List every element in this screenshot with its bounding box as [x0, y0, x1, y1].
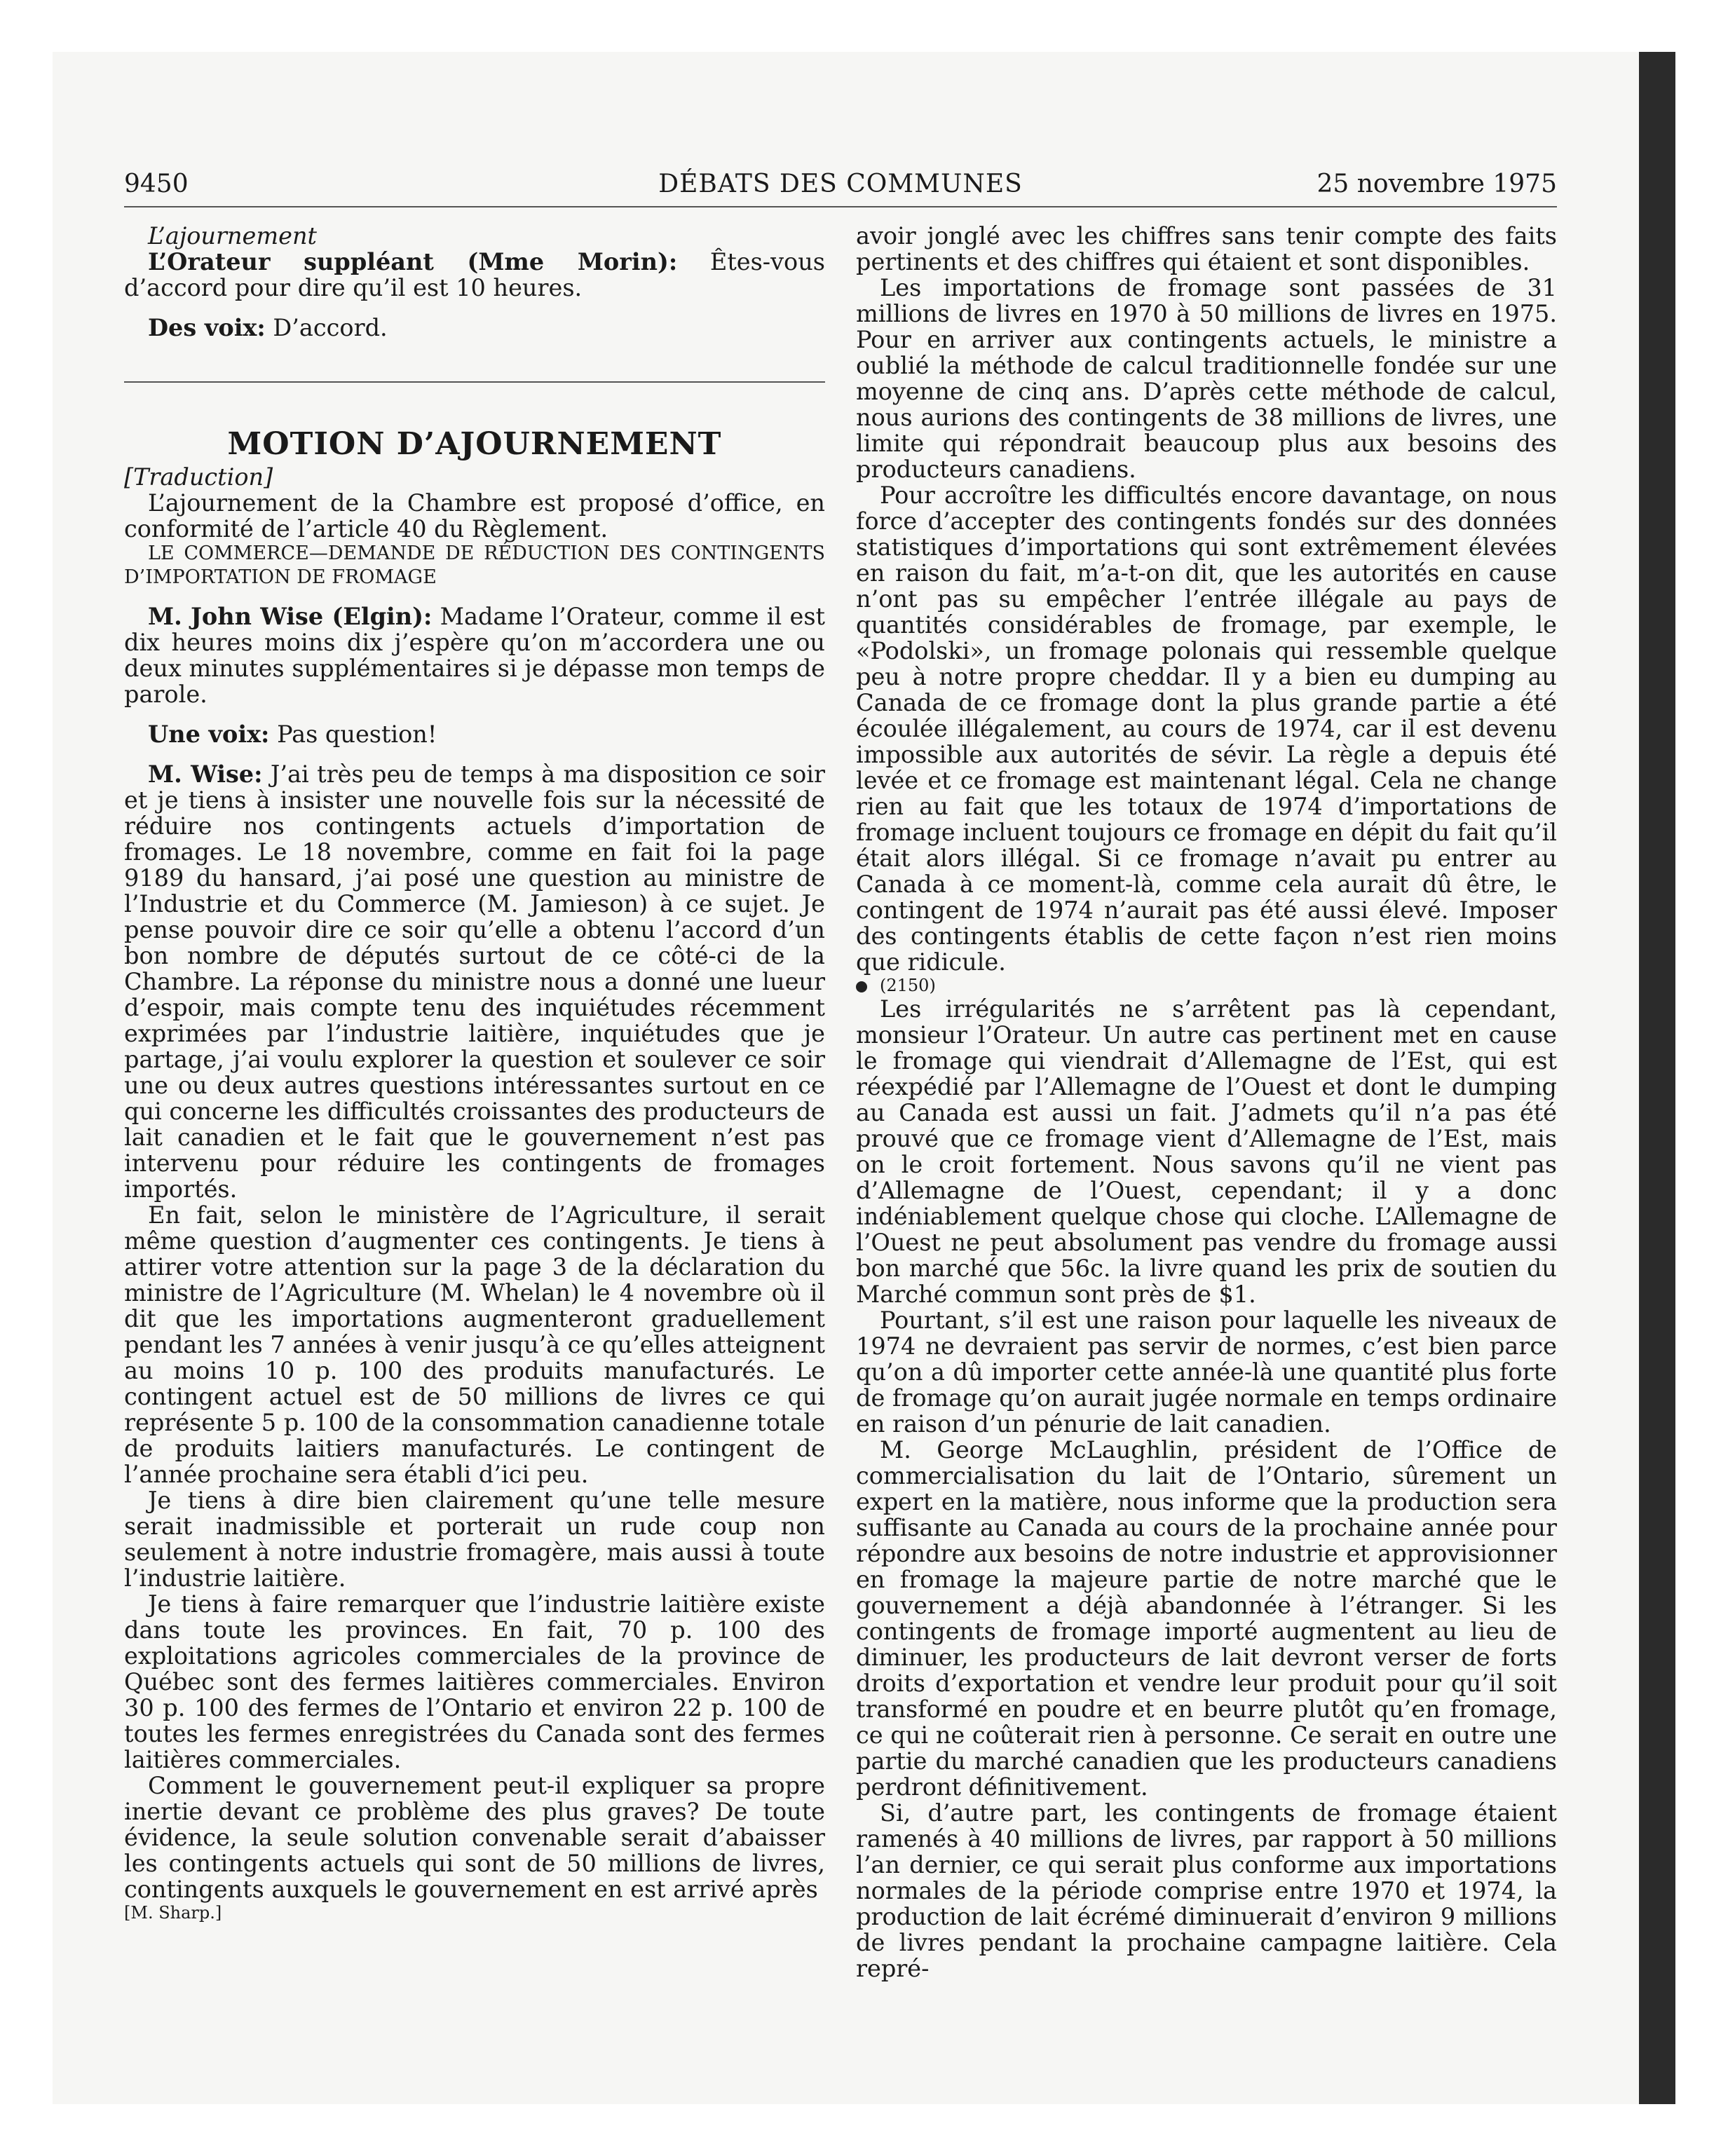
paragraph: Les importations de fromage sont passées de 31 millions de livres en 1970 à 50 millions de livres en 1975. Pour en arriver aux contingents actuels, le ministre a oublié la méthode de calcul traditionnelle fondée sur une moyenne de cinq ans. D’après cette méthode de calcul, nous aurions des contingents de 38 millions de livres, une limite qui répondrait beaucoup plus aux besoins des producteurs canadiens.: [856, 274, 1557, 483]
speaker: M. Wise:: [148, 760, 263, 788]
paragraph: Si, d’autre part, les contingents de fromage étaient ramenés à 40 millions de livres, par rapport à 50 millions l’an dernier, ce qui serait plus conforme aux importations normales de la période comprise entre 1970 et 1974, la production de lait écrémé diminuerait d’environ 9 millions de livres pendant la prochaine campagne laitière. Cela repré-: [856, 1799, 1557, 1982]
page-date: 25 novembre 1975: [1316, 170, 1557, 198]
paragraph: Pour accroître les difficultés encore davantage, on nous force d’accepter des contingents fondés sur des données statistiques d’importations qui sont extrêmement élevées en raison du fait, m’a-t-on dit, que les autorités en cause n’ont pas su empêcher l’entrée illégale au pays de quantités considérables de fromage, par exemple, le «Podolski», un fromage polonais qui ressemble quelque peu à notre propre cheddar. Il y a bien eu dumping au Canada de ce fromage dont la plus grande partie a été écoulée illégalement, au cours de 1974, car il est devenu impossible aux autorités de sévir. La règle a depuis été levée et ce fromage est maintenant légal. Cela ne change rien au fait que les totaux de 1974 d’importations de fromage incluent toujours ce fromage en dépit du fait qu’il était alors illégal. Si ce fromage n’avait pu entrer au Canada à ce moment-là, comme cela aurait dû être, le contingent de 1974 n’aurait pas été aussi élevé. Imposer des contingents établis de cette façon n’est rien moins que ridicule.: [856, 482, 1557, 976]
speaker: Une voix:: [148, 721, 270, 748]
paragraph: Je tiens à dire bien clairement qu’une telle mesure serait inadmissible et porterait un rude coup non seulement à notre industrie fromagère, mais aussi à toute l’industrie laitière.: [124, 1487, 825, 1592]
page-header: [124, 165, 1557, 207]
paragraph: M. George McLaughlin, président de l’Office de commercialisation du lait de l’Ontario, sûrement un expert en la matière, nous informe que la production sera suffisante au Canada au cours de la prochaine année pour répondre aux besoins de notre industrie et approvisionner en fromage la majeure partie de notre marché que le gouvernement a déjà abandonnée à l’étranger. Si les contingents de fromage importé augmentent au lieu de diminuer, les producteurs de lait devront verser de forts droits d’exportation et vendre leur produit pour qu’il soit transformé en poudre et en beurre plutôt qu’en fromage, ce qui ne coûterait rien à personne. Ce serait en outre une partie du marché canadien que les producteurs canadiens perdront définitivement.: [856, 1436, 1557, 1801]
left-column: [124, 223, 825, 1923]
speech-text: Pas question!: [277, 721, 437, 748]
paragraph: En fait, selon le ministère de l’Agriculture, il serait même question d’augmenter ces contingents. Je tiens à attirer votre attention sur la page 3 de la déclaration du ministre de l’Agriculture (M. Whelan) le 4 novembre où il dit que les importations augmenteront graduellement pendant les 7 années à venir jusqu’à ce qu’elles atteignent au moins 10 p. 100 des produits manufacturés. Le contingent actuel est de 50 millions de livres ce qui représente 5 p. 100 de la consommation canadienne totale de produits laitiers manufacturés. Le contingent de l’année prochaine sera établi d’ici peu.: [124, 1201, 825, 1488]
speech-text: Êtes-vous d’accord pour dire qu’il est 10 heures.: [124, 248, 825, 301]
translation-note: [Traduction]: [124, 463, 273, 491]
right-column: [856, 223, 1557, 1981]
footnote: [M. Sharp.]: [124, 1903, 222, 1923]
section-label: L’ajournement: [148, 222, 318, 250]
paragraph: [124, 315, 825, 341]
page-number: 9450: [124, 170, 189, 198]
publication-title: DÉBATS DES COMMUNES: [658, 170, 1023, 198]
time-marker-text: (2150): [880, 976, 936, 995]
speaker: L’Orateur suppléant (Mme Morin):: [148, 248, 678, 275]
paragraph: [124, 603, 825, 707]
paragraph: Je tiens à faire remarquer que l’industrie laitière existe dans toute les provinces. En fait, 70 p. 100 des exploitations agricoles commerciales de la province de Québec sont des fermes laitières commerciales. Environ 30 p. 100 des fermes de l’Ontario et environ 22 p. 100 de toutes les fermes enregistrées du Canada sont des fermes laitières commerciales.: [124, 1590, 825, 1773]
time-marker: [856, 975, 1557, 996]
paragraph: Les irrégularités ne s’arrêtent pas là cependant, monsieur l’Orateur. Un autre cas pertinent met en cause le fromage qui viendrait d’Allemagne de l’Est, qui est réexpédié par l’Allemagne de l’Ouest et dont le dumping au Canada est aussi un fait. J’admets qu’il n’a pas été prouvé que ce fromage vient d’Allemagne de l’Est, mais on le croit fortement. Nous savons qu’il ne vient pas d’Allemagne de l’Ouest, cependant; il y a donc indéniablement quelque chose qui cloche. L’Allemagne de l’Ouest ne peut absolument pas vendre du fromage aussi bon marché que 56c. la livre quand les prix de soutien du Marché commun sont près de $1.: [856, 995, 1557, 1308]
paragraph: L’ajournement de la Chambre est proposé d’office, en conformité de l’article 40 du Règlement.: [124, 489, 825, 543]
binding-edge: [1639, 52, 1675, 2104]
motion-title: MOTION D’AJOURNEMENT: [227, 426, 722, 462]
speaker: M. John Wise (Elgin):: [148, 603, 433, 630]
subject-heading: LE COMMERCE—DEMANDE DE RÉDUCTION DES CONTINGENTS D’IMPORTATION DE FROMAGE: [124, 543, 825, 588]
bullet-icon: [856, 981, 867, 992]
paragraph: [124, 721, 825, 747]
paragraph: Comment le gouvernement peut-il expliquer sa propre inertie devant ce problème des plus graves? De toute évidence, la seule solution convenable serait d’abaisser les contingents actuels qui sont de 50 millions de livres, contingents auxquels le gouvernement en est arrivé après: [124, 1772, 825, 1903]
speech-text: D’accord.: [273, 314, 388, 341]
speech-text: Madame l’Orateur, comme il est dix heures moins dix j’espère qu’on m’accordera une ou deux minutes supplémentaires si je dépasse mon temps de parole.: [124, 603, 825, 708]
section-divider: [124, 381, 825, 383]
paragraph: Pourtant, s’il est une raison pour laquelle les niveaux de 1974 ne devraient pas servir de normes, c’est bien parce qu’on a dû importer cette année-là une quantité plus forte de fromage qu’on aurait jugée normale en temps ordinaire en raison d’un pénurie de lait canadien.: [856, 1306, 1557, 1438]
paragraph: [124, 249, 825, 301]
speaker: Des voix:: [148, 314, 266, 341]
paragraph: avoir jonglé avec les chiffres sans tenir compte des faits pertinents et des chiffres qui étaient et sont disponibles.: [856, 222, 1557, 275]
speech-text: J’ai très peu de temps à ma disposition ce soir et je tiens à insister une nouvelle fois sur la nécessité de réduire nos contingents actuels d’importation de fromages. Le 18 novembre, comme en fait foi la page 9189 du hansard, j’ai posé une question au ministre de l’Industrie et du Commerce (M. Jamieson) à ce sujet. Je pense pouvoir dire ce soir qu’elle a obtenu l’accord d’un bon nombre de députés surtout de ce côté-ci de la Chambre. La réponse du ministre nous a donné une lueur d’espoir, mais compte tenu des inquiétudes récemment exprimées par l’industrie laitière, inquiétudes que je partage, j’ai voulu explorer la question et soulever ce soir une ou deux autres questions intéressantes surtout en ce qui concerne les difficultés croissantes des producteurs de lait canadien et le fait que le gouvernement n’est pas intervenu pour réduire les contingents de fromages importés.: [124, 760, 825, 1203]
paragraph: [124, 761, 825, 1202]
